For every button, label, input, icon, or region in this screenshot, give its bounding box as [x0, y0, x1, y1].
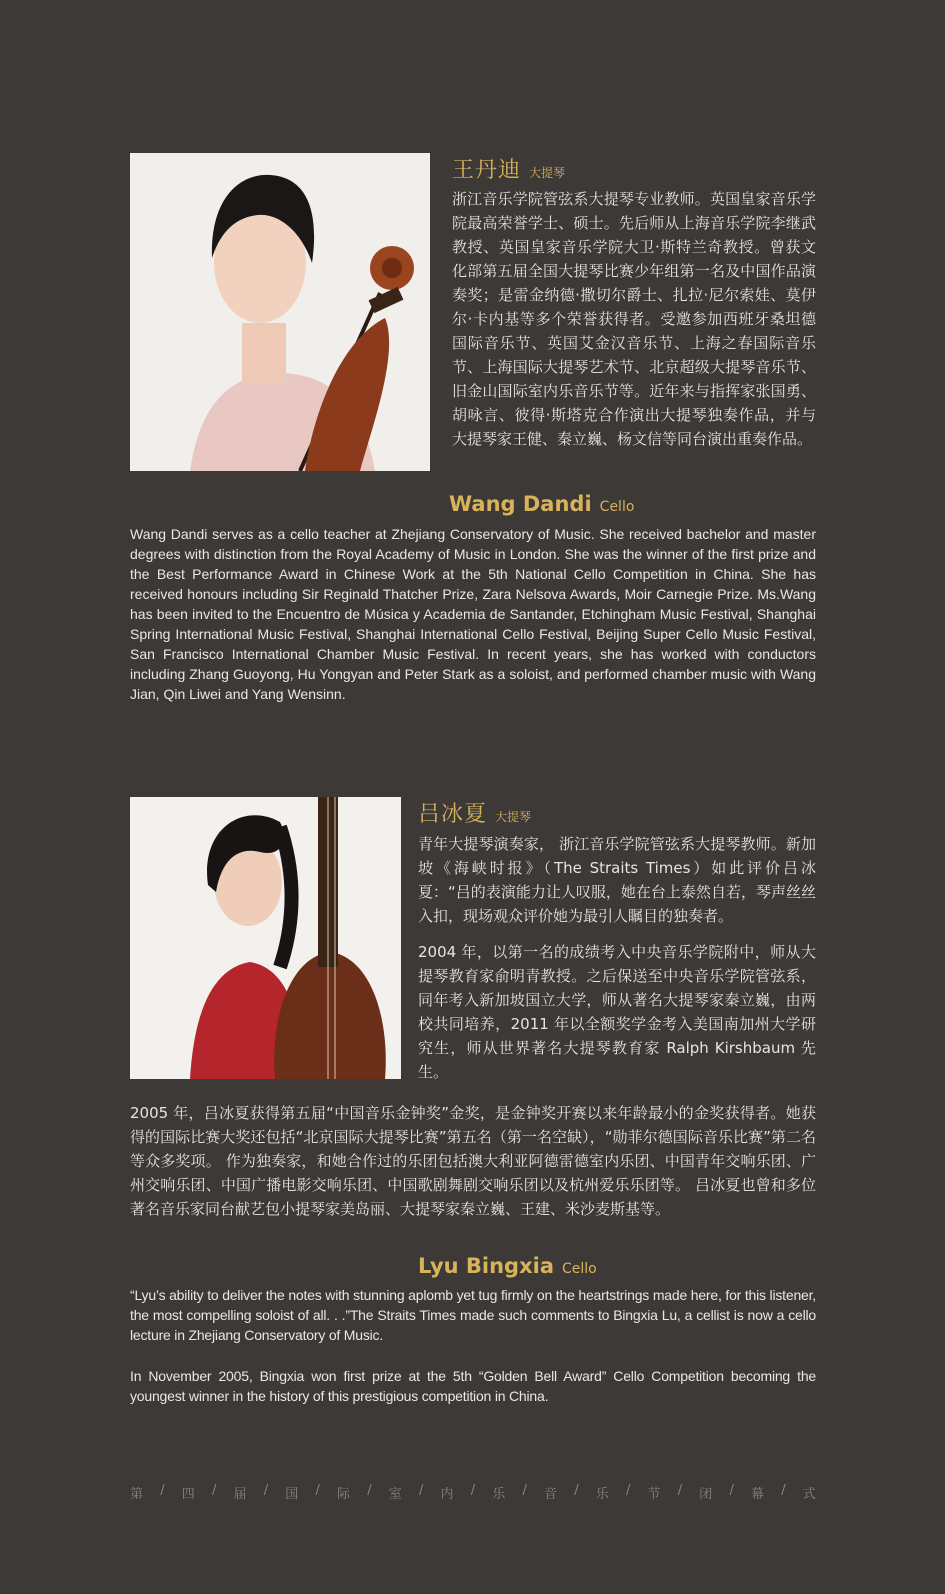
footer-separator: / [263, 1483, 269, 1498]
footer-char: 内 [440, 1487, 454, 1502]
artist-photo-lyu-bingxia [130, 797, 401, 1079]
artist2-cn-instrument: 大提琴 [495, 810, 532, 824]
artist2-en-name-text: Lyu Bingxia [418, 1254, 555, 1278]
artist2-cn-name [418, 797, 531, 828]
artist2-cn-bio-1: 青年大提琴演奏家， 浙江音乐学院管弦系大提琴教师。新加坡《海峡时报》（The Straits Times）如此评价吕冰夏：“吕的表演能力让人叹服，她在台上泰然自若，琴声丝丝入扣，现场观众评价她为最引人瞩目的独奏者。 [418, 835, 816, 925]
footer-separator: / [315, 1483, 320, 1498]
footer-separator: / [418, 1483, 424, 1498]
footer-separator: / [160, 1483, 165, 1498]
artist1-en-name [449, 492, 634, 516]
footer-separator: / [625, 1483, 631, 1498]
artist1-cn-name-text: 王丹迪 [452, 158, 522, 183]
footer-separator: / [470, 1483, 476, 1498]
footer-char: 幕 [751, 1487, 765, 1502]
footer-char: 国 [285, 1487, 299, 1502]
footer-char: 乐 [492, 1487, 506, 1502]
artist1-cn-bio: 浙江音乐学院管弦系大提琴专业教师。英国皇家音乐学院最高荣誉学士、硕士。先后师从上海音乐学院李继武教授、英国皇家音乐学院大卫·斯特兰奇教授。曾获文化部第五届全国大提琴比赛少年组第一名及中国作品演奏奖；是雷金纳德·撒切尔爵士、扎拉·尼尔索娃、莫伊尔·卡内基等多个荣誉获得者。受邀参加西班牙桑坦德国际音乐节、英国艾金汉音乐节、上海之春国际音乐节、上海国际大提琴艺术节、北京超级大提琴音乐节、旧金山国际室内乐音乐节等。近年来与指挥家张国勇、胡咏言、彼得·斯塔克合作演出大提琴独奏作品，并与大提琴家王健、秦立巍、杨文信等同台演出重奏作品。 [452, 190, 816, 448]
artist1-en-instrument: Cello [599, 499, 635, 515]
footer-char: 式 [802, 1487, 816, 1502]
footer-separator: / [781, 1483, 786, 1498]
artist2-cn-bio-3: 2005 年，吕冰夏获得第五届“中国音乐金钟奖”金奖，是金钟奖开赛以来年龄最小的金奖获得者。她获得的国际比赛大奖还包括“北京国际大提琴比赛”第五名（第一名空缺），“勋菲尔德国际音乐比赛”第二名等众多奖项。 作为独奏家，和她合作过的乐团包括澳大利亚阿德雷德室内乐团、中国青年交响乐团、广州交响乐团、中国广播电影交响乐团、中国歌剧舞剧交响乐团以及杭州爱乐乐团等。 吕冰夏也曾和多位著名音乐家同台献艺包小提琴家美岛丽、大提琴家秦立巍、王建、米沙麦斯基等。 [130, 1104, 816, 1218]
artist2-en-instrument: Cello [562, 1261, 597, 1277]
footer-char: 际 [337, 1487, 351, 1502]
footer-separator: / [211, 1483, 217, 1498]
footer-char: 节 [647, 1487, 661, 1502]
footer-char: 乐 [595, 1487, 609, 1502]
footer-char: 第 [130, 1487, 144, 1502]
footer-char: 届 [233, 1487, 247, 1502]
footer-separator: / [729, 1483, 734, 1498]
artist2-cn-name-text: 吕冰夏 [418, 802, 488, 827]
artist2-cn-bio-2: 2004 年，以第一名的成绩考入中央音乐学院附中，师从大提琴教育家俞明青教授。之后保送至中央音乐学院管弦系，同年考入新加坡国立大学，师从著名大提琴家秦立巍，由两校共同培养，2011 年以全额奖学金考入美国南加州大学研究生，师从世界著名大提琴教育家 Ralph Kirshbaum 先生。 [418, 943, 816, 1081]
footer-separator: / [677, 1483, 683, 1498]
footer-char: 室 [388, 1487, 402, 1502]
artist1-en-bio: Wang Dandi serves as a cello teacher at Zhejiang Conservatory of Music. She received bachelor and master degrees with distinction from the Royal Academy of Music in London. She was the winner of the first prize and the Best Performance Award in Chinese Work at the 5th National Cello Competition in China. She has received honours including Sir Reginald Thatcher Prize, Zara Nelsova Awards, Moir Carnegie Prize. Ms.Wang has been invited to the Encuentro de Música y Academia de Santander, Etchingham Music Festival, Shanghai Spring International Music Festival, Shanghai International Cello Festival, Beijing Super Cello Music Festival, San Francisco International Chamber Music Festival. In recent years, she has worked with conductors including Zhang Guoyong, Hu Yongyan and Peter Stark as a soloist, and performed chamber music with Wang Jian, Qin Liwei and Yang Wensinn. [130, 526, 816, 702]
footer-char: 四 [181, 1487, 195, 1502]
footer-event-title [130, 1483, 816, 1502]
artist-photo-wang-dandi [130, 153, 430, 471]
artist1-en-name-text: Wang Dandi [449, 492, 592, 516]
artist1-cn-name [452, 153, 565, 184]
artist2-en-name [418, 1254, 597, 1278]
footer-char: 闭 [699, 1487, 713, 1502]
footer-separator: / [522, 1483, 527, 1498]
footer-char: 音 [544, 1487, 558, 1502]
footer-separator: / [367, 1483, 372, 1498]
artist2-en-bio-1: “Lyu’s ability to deliver the notes with stunning aplomb yet tug firmly on the heartstrings made here, for this listener, the most compelling soloist of all. . .”The Straits Times made such comments to Bingxia Lu, a cellist is now a cello lecture in Zhejiang Conservatory of Music. [130, 1287, 816, 1343]
artist1-cn-instrument: 大提琴 [529, 166, 566, 180]
artist2-en-bio-2: In November 2005, Bingxia won first prize at the 5th “Golden Bell Award” Cello Competition becoming the youngest winner in the history of this prestigious competition in China. [130, 1368, 816, 1404]
footer-separator: / [574, 1483, 579, 1498]
